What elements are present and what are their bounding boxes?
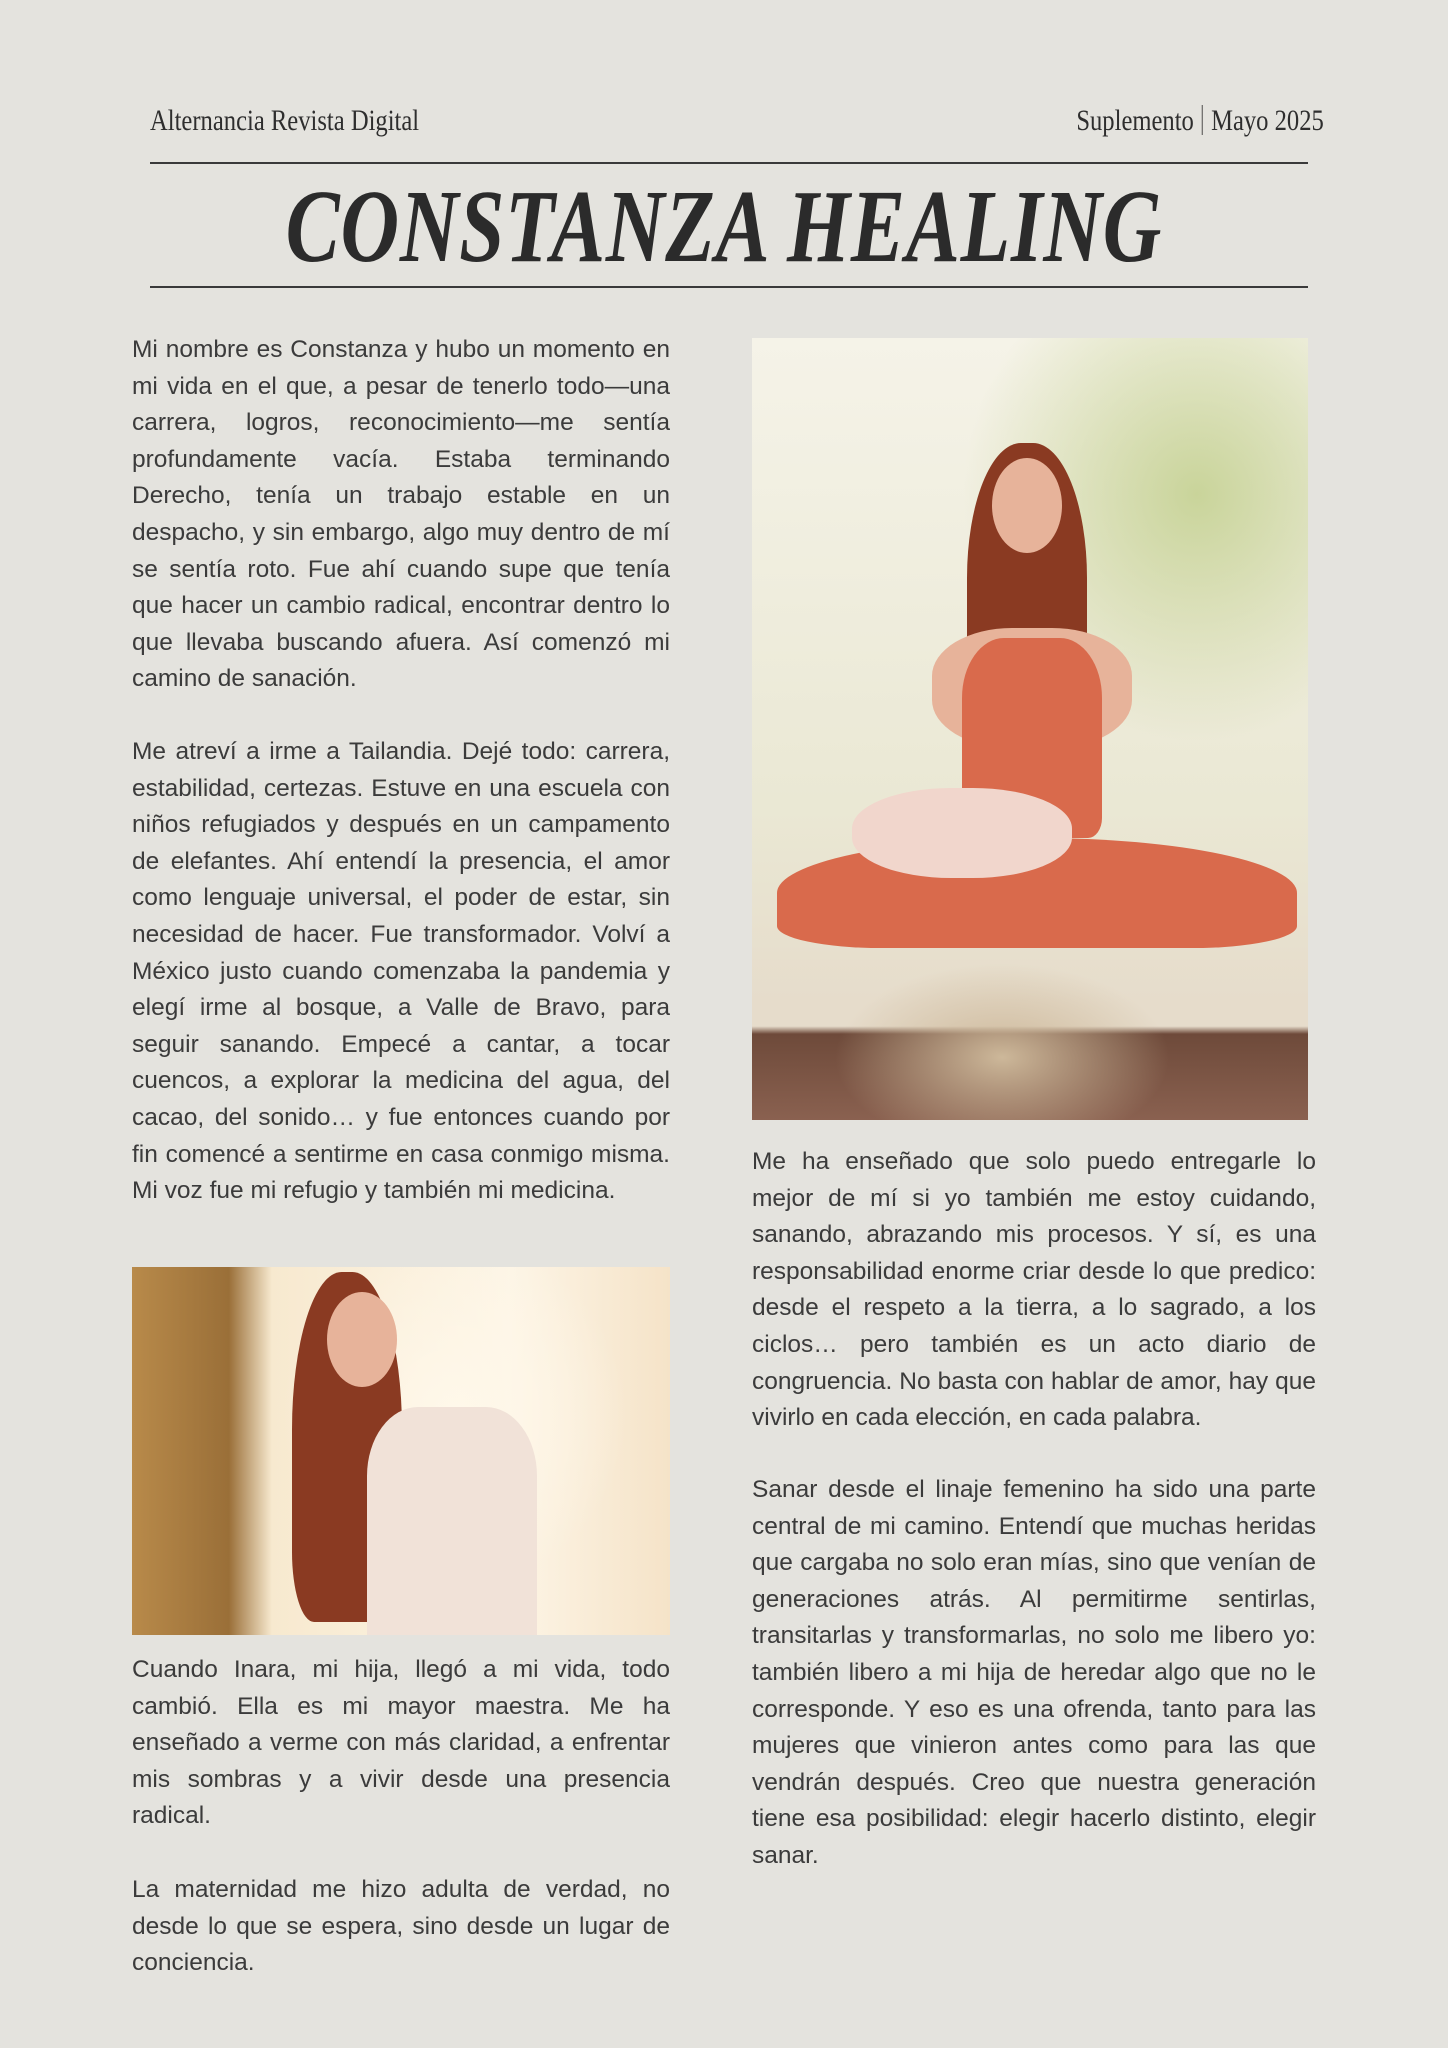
paragraph: Mi nombre es Constanza y hubo un momento en mi vida en el que, a pesar de tenerlo todo—una carrera, logros, reconocimiento—me sentía profundamente vacía. Estaba terminando Derecho, tenía un trabajo estable en un despacho, y sin embargo, algo muy dentro de mí se sentía roto. Fue ahí cuando supe que tenía que hacer un cambio radical, encontrar dentro lo que llevaba buscando afuera. Así comenzó mi camino de sanación.	[132, 336, 670, 693]
paragraph: La maternidad me hizo adulta de verdad, no desde lo que se espera, sino desde un lugar de conciencia.	[132, 1876, 670, 1977]
title-bottom-rule	[150, 286, 1308, 288]
paragraph: Sanar desde el linaje femenino ha sido una parte central de mi camino. Entendí que muchas heridas que cargaba no solo eran mías, sino que venían de generaciones atrás. Al permitirme sentirlas, transitarlas y transformarlas, no solo me libero yo: también libero a mi hija de heredar algo que no le corresponde. Y eso es una ofrenda, tanto para las mujeres que vinieron antes como para las que vendrán después. Creo que nuestra generación tiene esa posibilidad: elegir hacerlo distinto, elegir sanar.	[752, 1476, 1316, 1869]
issue-info	[1077, 104, 1324, 138]
paragraph: Me atreví a irme a Tailandia. Dejé todo: carrera, estabilidad, certezas. Estuve en una escuela con niños refugiados y después en un campamento de elefantes. Ahí entendí la presencia, el amor como lenguaje universal, el poder de estar, sin necesidad de hacer. Fue transformador. Volví a México justo cuando comenzaba la pandemia y elegí irme al bosque, a Valle de Bravo, para seguir sanando. Empecé a cantar, a tocar cuencos, a explorar la medicina del agua, del cacao, del sonido… y fue entonces cuando por fin comencé a sentirme en casa conmigo misma. Mi voz fue mi refugio y también mi medicina.	[132, 738, 670, 1205]
divider	[1202, 105, 1203, 135]
photo-woman-with-flowers	[132, 1267, 670, 1635]
section-label: Suplemento	[1076, 104, 1195, 137]
issue-date: Mayo 2025	[1211, 104, 1324, 137]
publication-name: Alternancia Revista Digital	[150, 104, 420, 137]
article-title: CONSTANZA HEALING	[285, 169, 1163, 284]
baby	[852, 788, 1072, 878]
top-rule	[150, 162, 1308, 164]
photo-mother-with-baby	[752, 338, 1308, 1120]
paragraph: Cuando Inara, mi hija, llegó a mi vida, todo cambió. Ella es mi mayor maestra. Me ha enseñado a verme con más claridad, a enfrentar mis sombras y a vivir desde una presencia radical.	[132, 1656, 670, 1830]
paragraph: Me ha enseñado que solo puedo entregarle lo mejor de mí si yo también me estoy cuidando, sanando, abrazando mis procesos. Y sí, es una responsabilidad enorme criar desde lo que predico: desde el respeto a la tierra, a lo sagrado, a los ciclos… pero también es un acto diario de congruencia. No basta con hablar de amor, hay que vivirlo en cada elección, en cada palabra.	[752, 1148, 1316, 1432]
top	[367, 1407, 537, 1635]
